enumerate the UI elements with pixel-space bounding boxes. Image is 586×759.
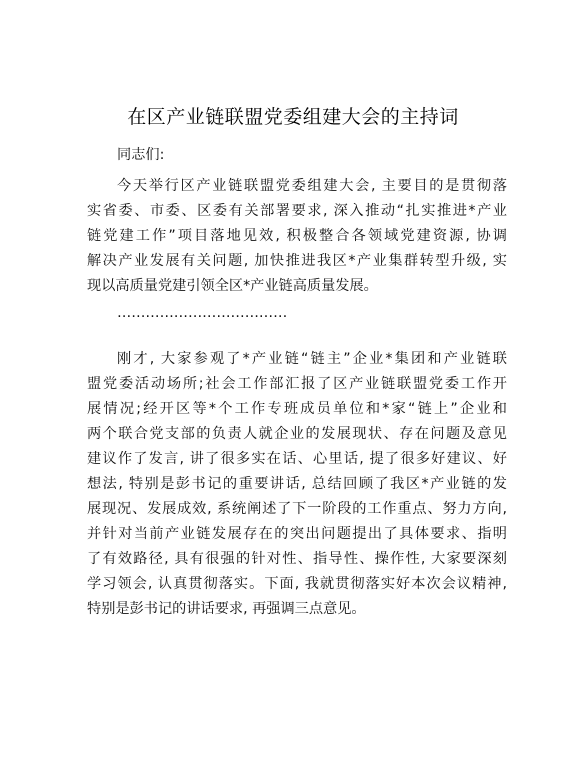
- paragraph-1-line: 链党建工作”项目落地见效, 积极整合各领域党建资源, 协调: [87, 228, 507, 244]
- paragraph-1-line: 解决产业发展有关问题, 加快推进我区*产业集群转型升级, 实: [87, 253, 507, 269]
- paragraph-2-line: 展现况、发展成效, 系统阐述了下一阶段的工作重点、努力方向,: [87, 501, 507, 517]
- paragraph-2-line: 了有效路径, 具有很强的针对性、指导性、操作性, 大家要深刻: [87, 551, 507, 567]
- paragraph-2-line: 盟党委活动场所;社会工作部汇报了区产业链联盟党委工作开: [87, 376, 507, 392]
- paragraph-2-line: 展情况;经开区等*个工作专班成员单位和*家“链上”企业和: [87, 401, 507, 417]
- paragraph-2-line: 想法, 特别是彭书记的重要讲话, 总结回顾了我区*产业链的发: [87, 476, 507, 492]
- paragraph-2-line: 并针对当前产业链发展存在的突出问题提出了具体要求、指明: [87, 526, 507, 542]
- paragraph-1-line: 今天举行区产业链联盟党委组建大会, 主要目的是贯彻落: [117, 178, 507, 194]
- paragraph-2-line: 学习领会, 认真贯彻落实。下面, 我就贯彻落实好本次会议精神,: [87, 576, 507, 592]
- paragraph-2-line: 建议作了发言, 讲了很多实在话、心里话, 提了很多好建议、好: [87, 451, 507, 467]
- paragraph-1-line: 实省委、市委、区委有关部署要求, 深入推动“扎实推进*产业: [87, 203, 507, 219]
- paragraph-1-line: 现以高质量党建引领全区*产业链高质量发展。: [87, 278, 378, 294]
- paragraph-2-line: 两个联合党支部的负责人就企业的发展现状、存在问题及意见: [87, 426, 507, 442]
- greeting-line: 同志们:: [117, 147, 165, 163]
- paragraph-2-line: 特别是彭书记的讲话要求, 再强调三点意见。: [87, 601, 366, 617]
- paragraph-2-line: 刚才, 大家参观了*产业链“链主”企业*集团和产业链联: [117, 351, 507, 367]
- document-title: 在区产业链联盟党委组建大会的主持词: [127, 106, 459, 128]
- separator-dots: ………………………………: [117, 305, 288, 321]
